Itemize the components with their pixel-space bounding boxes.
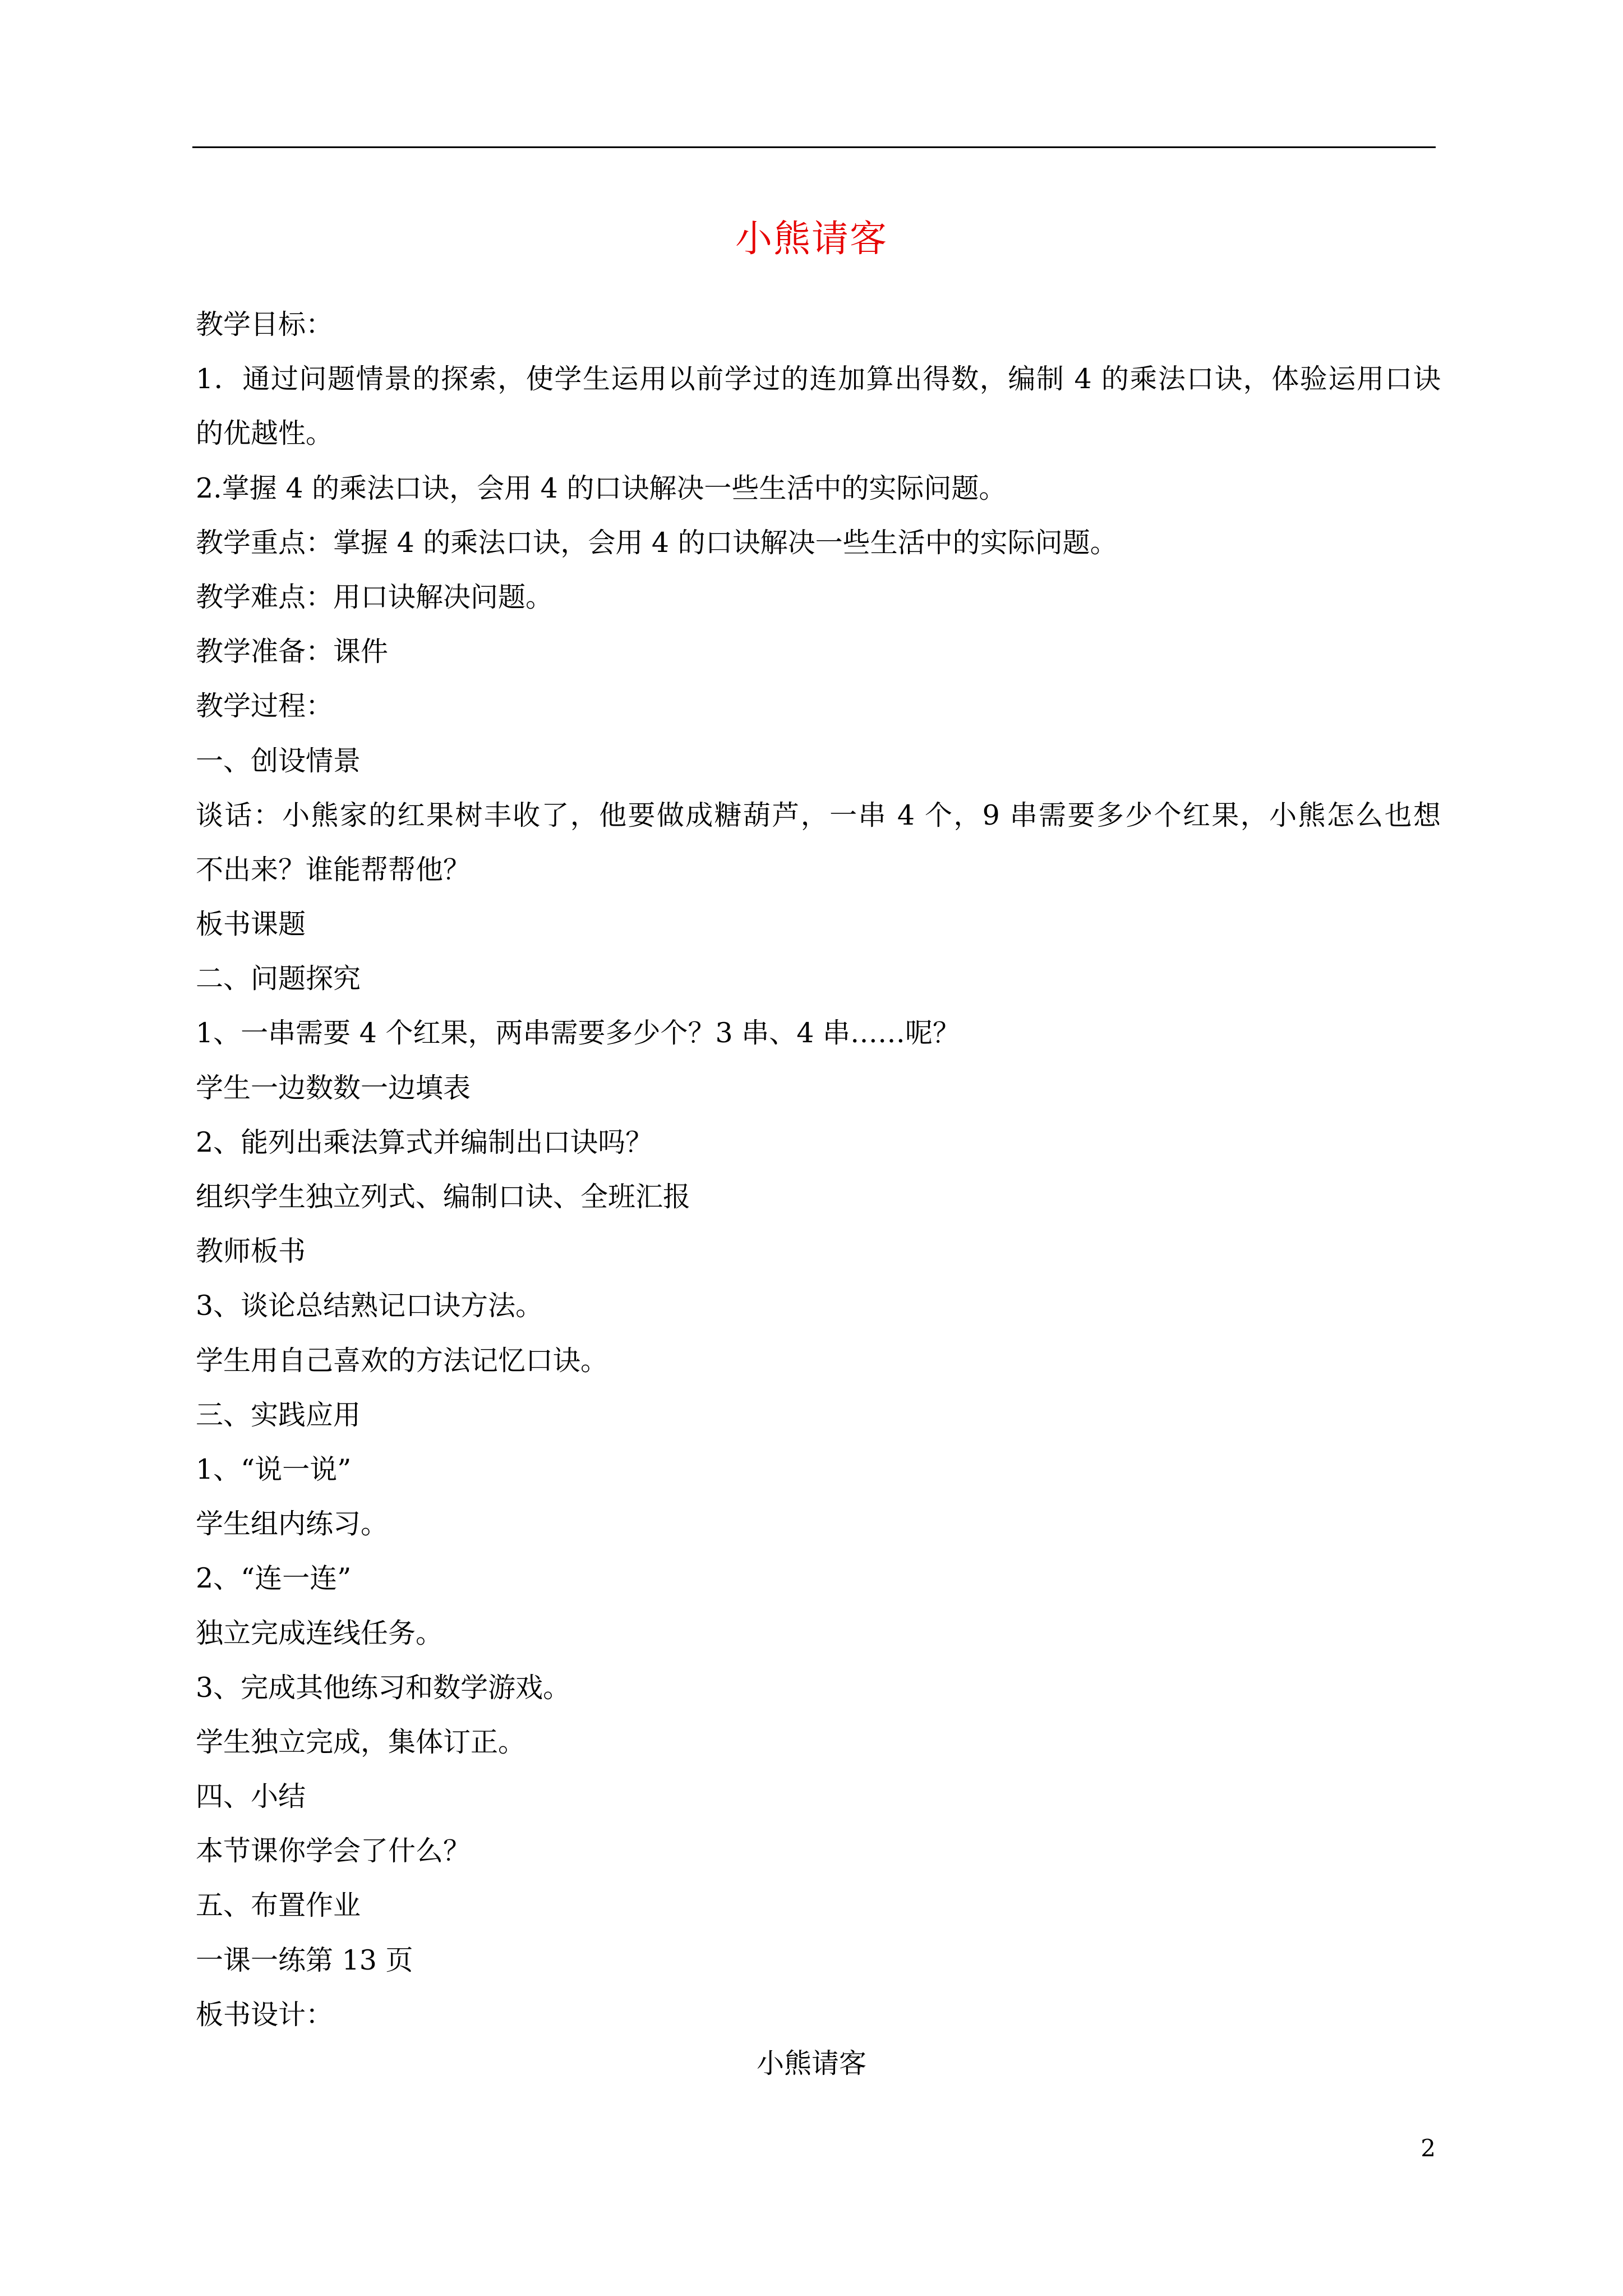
- body-line-explore-3: 3、谈论总结熟记口诀方法。: [196, 1290, 543, 1322]
- body-line-teacher-board: 教师板书: [196, 1235, 306, 1268]
- body-line-practice-3-note: 学生独立完成，集体订正。: [196, 1726, 526, 1758]
- body-line-talk: 谈话：小熊家的红果树丰收了，他要做成糖葫芦，一串 4 个，9 串需要多少个红果，小熊怎么也想: [196, 799, 1441, 831]
- body-line-process-heading: 教学过程：: [196, 690, 334, 723]
- section-heading-2: 二、问题探究: [196, 963, 361, 995]
- body-line-objective-1: 1．通过问题情景的探索，使学生运用以前学过的连加算出得数，编制 4 的乘法口诀，体验运用口诀: [196, 363, 1441, 395]
- body-line-practice-2: 2、“连一连”: [196, 1562, 352, 1595]
- section-heading-3: 三、实践应用: [196, 1398, 361, 1431]
- body-line-practice-1: 1、“说一说”: [196, 1453, 352, 1485]
- body-line-practice-2-note: 独立完成连线任务。: [196, 1617, 444, 1649]
- body-line-explore-1-note: 学生一边数数一边填表: [196, 1071, 471, 1104]
- body-line-objective-2: 2.掌握 4 的乘法口诀，会用 4 的口诀解决一些生活中的实际问题。: [196, 472, 1007, 504]
- body-line-board-design-heading: 板书设计：: [196, 1998, 334, 2031]
- header-rule: [192, 146, 1436, 148]
- section-heading-4: 四、小结: [196, 1780, 306, 1813]
- document-title: 小熊请客: [735, 217, 888, 260]
- body-line-difficulties: 教学难点：用口诀解决问题。: [196, 581, 554, 613]
- body-line-explore-3-note: 学生用自己喜欢的方法记忆口诀。: [196, 1344, 608, 1377]
- page-number: 2: [1421, 2134, 1436, 2162]
- body-line-practice-3: 3、完成其他练习和数学游戏。: [196, 1671, 571, 1704]
- body-line-teaching-objectives-heading: 教学目标：: [196, 309, 334, 341]
- body-line-preparation: 教学准备：课件: [196, 636, 389, 668]
- body-line-explore-2: 2、能列出乘法算式并编制出口诀吗？: [196, 1126, 653, 1158]
- section-heading-5: 五、布置作业: [196, 1889, 361, 1922]
- body-line-homework: 一课一练第 13 页: [196, 1944, 413, 1976]
- body-line-talk-cont: 不出来？谁能帮帮他？: [196, 853, 471, 886]
- body-line-summary-question: 本节课你学会了什么？: [196, 1835, 471, 1867]
- board-design-title: 小熊请客: [756, 2047, 866, 2079]
- document-body: [196, 297, 1441, 2042]
- body-line-key-points: 教学重点：掌握 4 的乘法口诀，会用 4 的口诀解决一些生活中的实际问题。: [196, 526, 1118, 559]
- body-line-board-topic: 板书课题: [196, 908, 306, 941]
- body-line-explore-2-note: 组织学生独立列式、编制口诀、全班汇报: [196, 1181, 691, 1213]
- body-line-objective-1-cont: 的优越性。: [196, 417, 334, 450]
- body-line-practice-1-note: 学生组内练习。: [196, 1508, 389, 1540]
- section-heading-1: 一、创设情景: [196, 744, 361, 777]
- body-line-explore-1: 1、一串需要 4 个红果，两串需要多少个？3 串、4 串……呢？: [196, 1017, 961, 1050]
